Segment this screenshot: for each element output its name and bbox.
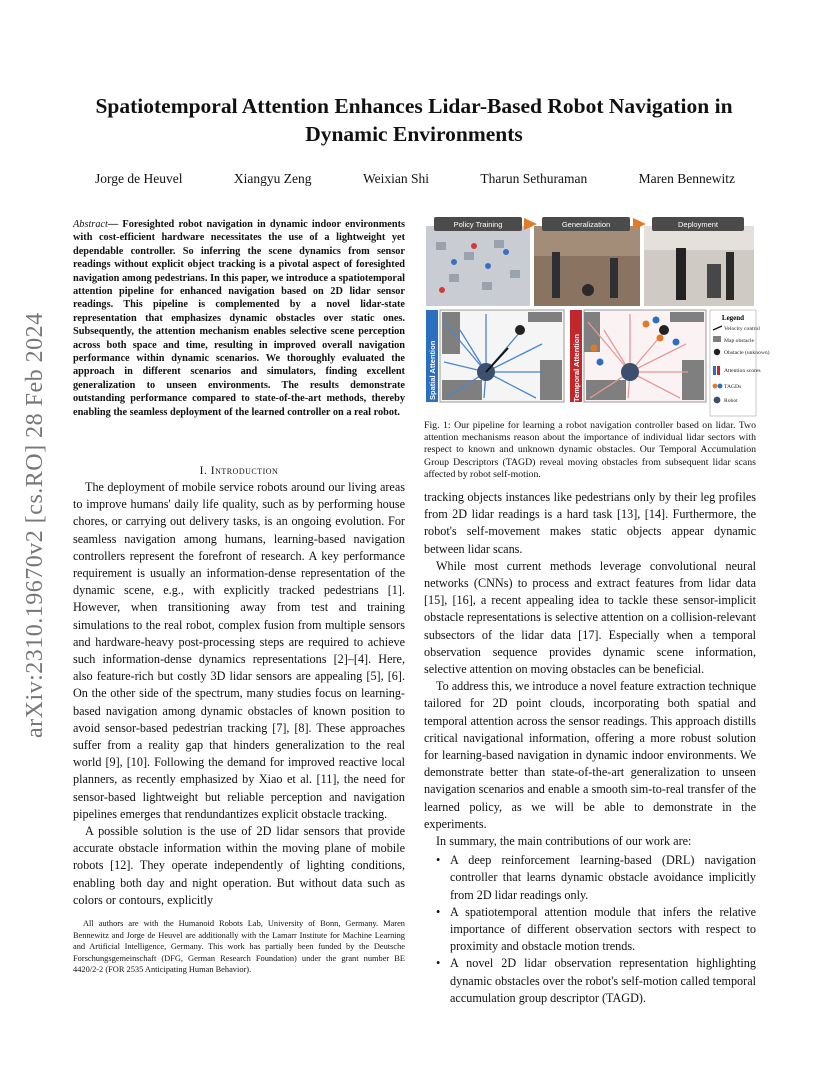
- intro-paragraph-1: The deployment of mobile service robots around our living areas to improve humans' daily life quality, such as by performing house chores, or carrying out delivery tasks, is an ongoing evolution. For seamless navigation among humans, learning-based navigation controllers represent the forefront of research. A key performance requirement is usually an information-dense representation of the dynamic scene, e.g., with explicitly tracked pedestrians [1]. However, when transitioning away from test and training simulations to the real robot, complex fusion from multiple sensors and hardware-heavy post-processing steps are required to achieve such information-dense dynamics representations [2]–[4]. Here, also feature-rich but costly 3D lidar sensors are appealing [5], [6]. On the other side of the spectrum, many studies focus on learning-based navigation among dynamic obstacles of known position to avoid sensor-based pedestrian tracking [7], [8]. These approaches suffer from a reality gap that hinders generalization to the real world [9], [10]. Following the demand for improved reactive local planners, as recently emphasized by Xiao et al. [11], the need for sensor-based lightweight but reliable perception and navigation pipelines emerges that rendundantizes explicit obstacle tracking.: [73, 480, 405, 821]
- left-column-body: [73, 479, 405, 909]
- arxiv-identifier: arXiv:2310.19670v2 [cs.RO] 28 Feb 2024: [22, 312, 48, 738]
- spatial-attention-label: Spatial Attention: [428, 340, 437, 400]
- pedestrian-icon: [714, 349, 720, 355]
- intro-paragraph-3: While most current methods leverage convolutional neural networks (CNNs) to process and extract features from lidar data [15], [16], a recent appealing idea to tackle these sensor-implicit obstacle representations is selective attention on a collision-relevant subsectors of the lidar data [17]. Especially when a temporal observation sequence provides dynamic scene information, selective attention on moving obstacles can be beneficial.: [424, 558, 756, 677]
- title-line-1: Spatiotemporal Attention Enhances Lidar-Based Robot Navigation in: [95, 94, 733, 118]
- figure-1-graphic: [424, 212, 770, 419]
- intro-paragraph-4: To address this, we introduce a novel feature extraction technique tailored for 2D point clouds, incorporating both spatial and temporal attention across the sensor readings. This approach distills critical navigational information, offering a more robust solution for learning-based navigation in dynamic indoor environments. We demonstrate better than state-of-the-art generalization to unseen navigation scenarios and enable a smooth sim-to-real transfer of the learned policy, as we will be able to demonstrate in the experiments.: [424, 679, 756, 831]
- legend-title: Legend: [721, 314, 745, 322]
- stage-label: Deployment: [677, 220, 719, 229]
- legend-item: Attention scores: [724, 368, 761, 374]
- stage-label: Generalization: [561, 220, 611, 229]
- contribution-item: • A deep reinforcement learning-based (DRL) navigation controller that learns dynamic obstacle avoidance implicitly from 2D lidar readings only.: [424, 852, 756, 904]
- figure-1: [424, 212, 770, 419]
- legend-item: TAGDs: [724, 384, 742, 390]
- legend-item: Robot: [724, 398, 738, 404]
- author: Maren Bennewitz: [638, 171, 735, 186]
- abstract-text: — Foresighted robot navigation in dynamic indoor environments with cost-efficient hardware necessitates the use of a lightweight yet dependable controller. So inferring the scene dynamics from sensor readings without explicit object tracking is a pivotal aspect of foresighted navigation among pedestrians. In this paper, we introduce a spatiotemporal attention pipeline for enhanced navigation based on 2D lidar sensor readings. This pipeline is complemented by a novel lidar-state representation that emphasizes dynamic obstacles over static ones. Subsequently, the attention mechanism enables selective scene perception across both space and time, resulting in improved overall navigation performance within dynamic scenarios. We thoroughly evaluated the approach in different scenarios and simulators, finding excellent generalization to unseen environments. The results demonstrate outstanding performance compared to state-of-the-art methods, thereby enabling the seamless deployment of the learned controller on a real robot.: [73, 219, 405, 418]
- pedestrian-icon: [659, 325, 669, 335]
- author: Jorge de Heuvel: [95, 171, 183, 186]
- right-column-body: [424, 489, 756, 1007]
- paper-title: [70, 92, 758, 148]
- author: Weixian Shi: [362, 171, 429, 186]
- map-obstacle-icon: [713, 336, 721, 342]
- contribution-item: • A spatiotemporal attention module that infers the relative importance of different observation sectors with respect to proximity and obstacle motion trends.: [424, 904, 756, 956]
- legend-item: Map obstacle: [724, 338, 754, 344]
- contribution-item: • A novel 2D lidar observation representation highlighting dynamic obstacles over the robot's self-motion called temporal accumulation group descriptor (TAGD).: [424, 955, 756, 1007]
- attention-score-icon: [713, 366, 716, 375]
- abstract: [73, 218, 405, 419]
- title-line-2: Dynamic Environments: [305, 122, 523, 146]
- policy-training-image: [426, 226, 530, 306]
- pedestrian-icon: [515, 325, 525, 335]
- author: Xiangyu Zeng: [233, 171, 312, 186]
- intro-paragraph-2: A possible solution is the use of 2D lidar sensors that provide accurate obstacle information within the moving plane of mobile robots [12]. They operate independently of lighting conditions, enabling both day and night operation. But without data such as colors or contours, explicitly: [73, 824, 405, 907]
- temporal-attention-label: Temporal Attention: [572, 334, 581, 402]
- tagd-icon: [713, 384, 718, 389]
- section-heading-introduction: I. Introduction: [199, 465, 279, 477]
- stage-label: Policy Training: [453, 220, 503, 229]
- robot-icon: [621, 363, 639, 381]
- intro-paragraph-2-continued: tracking objects instances like pedestrians only by their leg profiles from 2D lidar readings is a hard task [13], [14]. Furthermore, the robot's self-movement makes static objects appear dynamic between lidar scans.: [424, 490, 756, 556]
- intro-paragraph-5: In summary, the main contributions of our work are:: [436, 834, 692, 849]
- legend-item: Obstacle (unknown): [724, 350, 770, 356]
- robot-icon: [714, 397, 721, 404]
- affiliation-footnote: All authors are with the Humanoid Robots Lab, University of Bonn, Germany. Maren Bennewitz and Jorge de Heuvel are additionally with the Lamarr Institute for Machine Learning and Artificial Intelligence, Germany. This work has partially been funded by the Deutsche Forschungsgemeinschaft (DFG, German Research Foundation) under the grant number BE 4420/2-2 (FOR 2535 Anticipating Human Behavior).: [73, 919, 405, 975]
- author-list: [95, 171, 735, 187]
- abstract-label: Abstract: [73, 219, 108, 230]
- author: Tharun Sethuraman: [480, 171, 588, 186]
- contribution-list: [424, 852, 756, 1007]
- legend-item: Velocity control: [724, 326, 760, 332]
- figure-caption: Fig. 1: Our pipeline for learning a robot navigation controller based on lidar. Two attention mechanisms reason about the importance of individual lidar sectors with respect to known and unknown dynamic obstacles. Our Temporal Accumulation Group Descriptors (TAGD) reveal moving obstacles from subsequent lidar scans affected by robot self-motion.: [424, 420, 756, 480]
